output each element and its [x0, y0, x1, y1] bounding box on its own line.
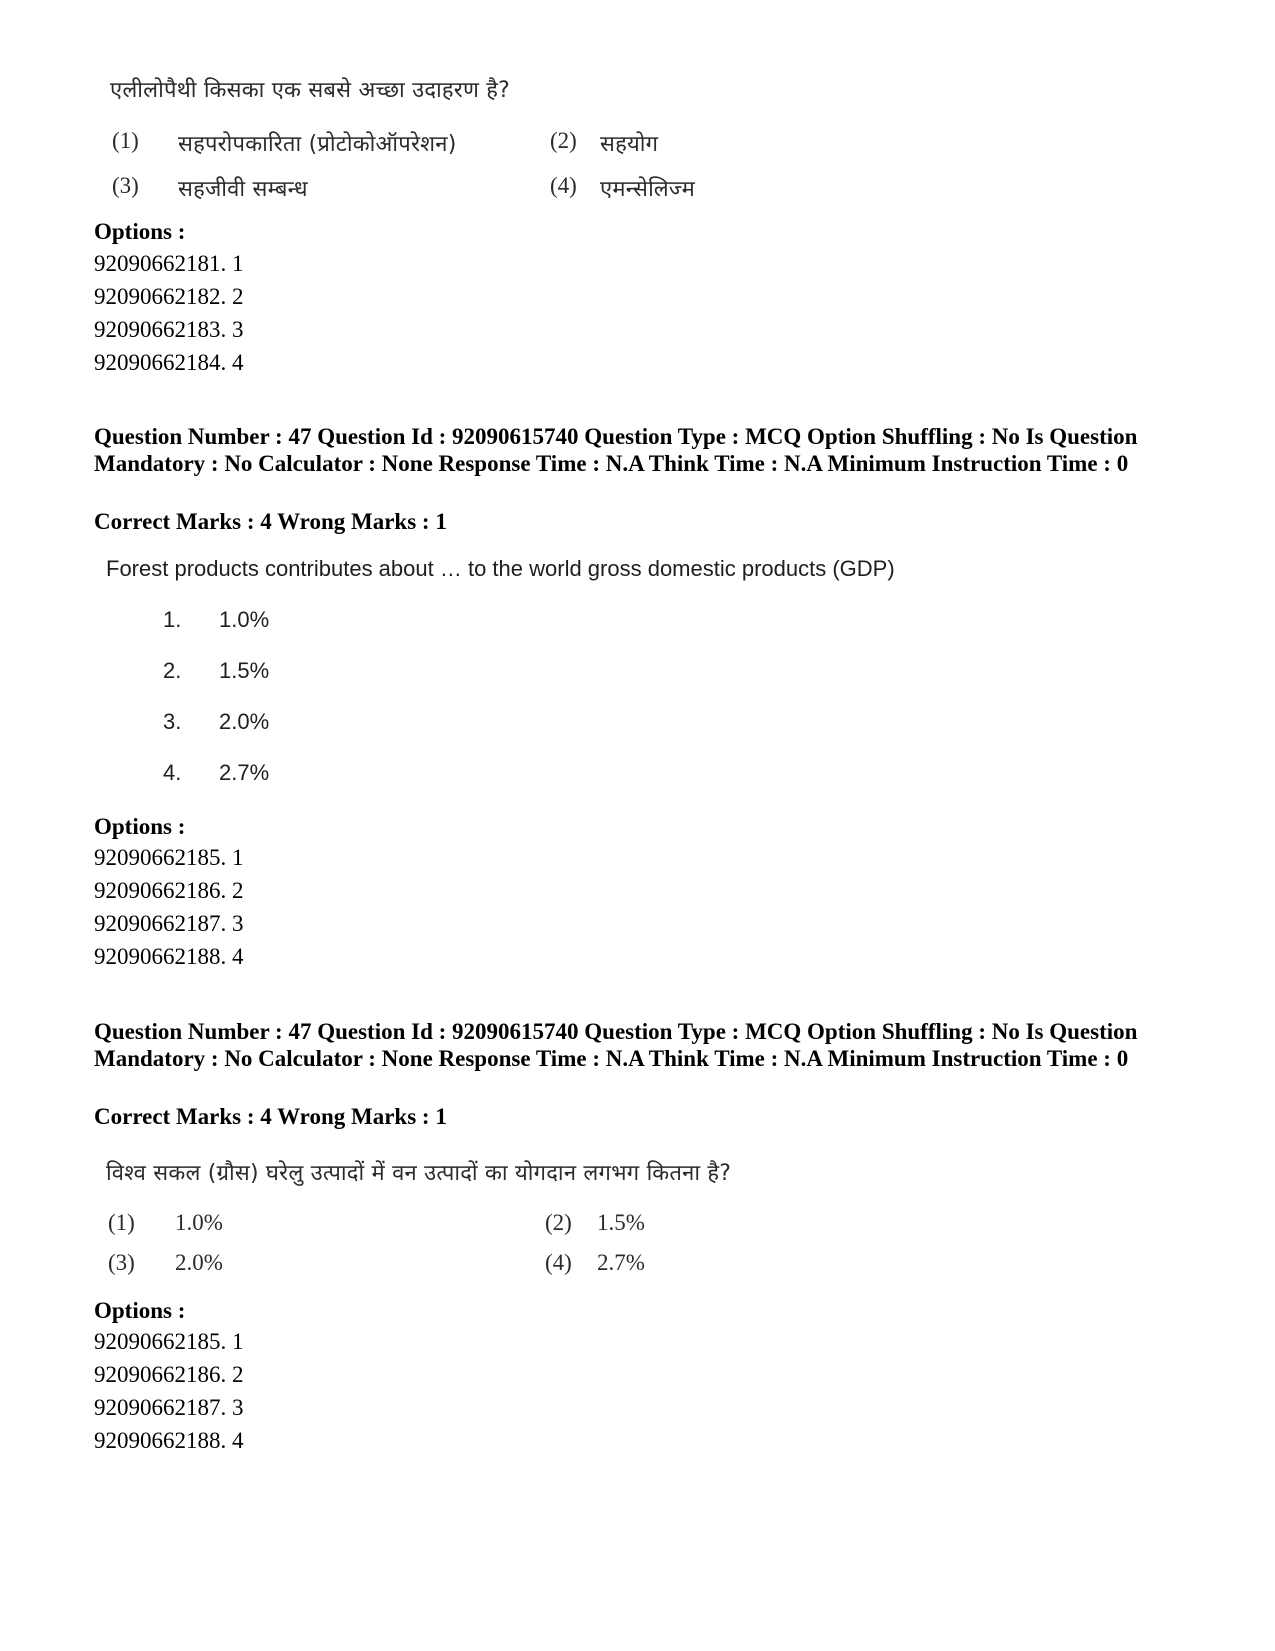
q46-option-2-text: सहयोग [600, 132, 659, 157]
q47-hindi-meta: Question Number : 47 Question Id : 92090615740 Question Type : MCQ Option Shuffling : No Is Question Mandatory : No Calculator : None Response Time : N.A Think Time : N.A Minimum Instruction Time : 0 [94, 1019, 1138, 1071]
q47-english-option-1-number: 1. [163, 607, 182, 632]
q47-english-option-4-number: 4. [163, 760, 182, 785]
q47-hindi-options-label: Options : [94, 1298, 186, 1323]
q47-english-option-3-text: 2.0% [219, 709, 270, 734]
q46-options-label: Options : [94, 219, 186, 244]
q46-option-3-number: (3) [112, 173, 139, 198]
q47-english-option-3-number: 3. [163, 709, 182, 734]
q46-option-3-text: सहजीवी सम्बन्ध [178, 177, 308, 202]
q47-hindi-option-3-text: 2.0% [175, 1250, 223, 1275]
q47-english-option-id-list [94, 841, 244, 973]
option-id-line: 92090662182. 2 [94, 284, 244, 309]
option-id-line: 92090662188. 4 [94, 944, 244, 969]
q47-hindi-marks: Correct Marks : 4 Wrong Marks : 1 [94, 1104, 447, 1129]
q47-hindi-option-4-number: (4) [545, 1250, 572, 1275]
q46-option-id-list [94, 247, 244, 379]
q47-english-marks: Correct Marks : 4 Wrong Marks : 1 [94, 509, 447, 534]
q47-hindi-option-2-text: 1.5% [597, 1210, 645, 1235]
q47-hindi-option-1-text: 1.0% [175, 1210, 223, 1235]
option-id-line: 92090662186. 2 [94, 1362, 244, 1387]
option-id-line: 92090662185. 1 [94, 845, 244, 870]
q47-english-option-2-number: 2. [163, 658, 182, 683]
q47-hindi-option-1-number: (1) [108, 1210, 135, 1235]
option-id-line: 92090662187. 3 [94, 1395, 244, 1420]
q47-hindi-option-4-text: 2.7% [597, 1250, 645, 1275]
option-id-line: 92090662184. 4 [94, 350, 244, 375]
q47-hindi-option-2-number: (2) [545, 1210, 572, 1235]
q47-english-option-4-text: 2.7% [219, 760, 270, 785]
q47-hindi-option-id-list [94, 1325, 244, 1457]
q46-option-4-number: (4) [550, 173, 577, 198]
option-id-line: 92090662181. 1 [94, 251, 244, 276]
q46-option-1-text: सहपरोपकारिता (प्रोटोकोऑपरेशन) [178, 132, 457, 157]
q46-option-4-text: एमन्सेलिज्म [600, 177, 696, 202]
option-id-line: 92090662187. 3 [94, 911, 244, 936]
q46-option-1-number: (1) [112, 128, 139, 153]
option-id-line: 92090662183. 3 [94, 317, 244, 342]
option-id-line: 92090662188. 4 [94, 1428, 244, 1453]
q47-english-option-2-text: 1.5% [219, 658, 270, 683]
q46-option-2-number: (2) [550, 128, 577, 153]
q47-english-option-1-text: 1.0% [219, 607, 270, 632]
q47-hindi-option-3-number: (3) [108, 1250, 135, 1275]
q47-english-options-label: Options : [94, 814, 186, 839]
option-id-line: 92090662185. 1 [94, 1329, 244, 1354]
q46-hindi-question: एलीलोपैथी किसका एक सबसे अच्छा उदाहरण है? [110, 78, 511, 103]
q47-hindi-question: विश्व सकल (ग्रौस) घरेलु उत्पादों में वन उत्पादों का योगदान लगभग कितना है? [106, 1161, 732, 1186]
q47-english-meta: Question Number : 47 Question Id : 92090615740 Question Type : MCQ Option Shuffling : No Is Question Mandatory : No Calculator : None Response Time : N.A Think Time : N.A Minimum Instruction Time : 0 [94, 424, 1138, 476]
q47-english-question: Forest products contributes about … to the world gross domestic products (GDP) [106, 556, 895, 581]
option-id-line: 92090662186. 2 [94, 878, 244, 903]
